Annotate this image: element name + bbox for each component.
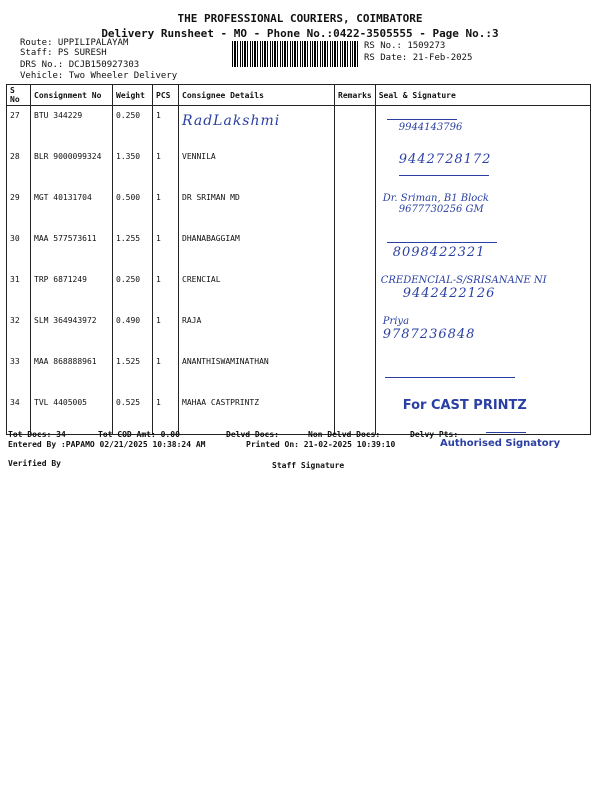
- weight: 1.350: [113, 147, 153, 188]
- runsheet-table: [6, 84, 591, 435]
- table-row: [7, 270, 591, 311]
- col-remarks: Remarks: [335, 85, 376, 106]
- seal-signature: [375, 352, 590, 393]
- tot-cod: Tot COD Amt: 0.00: [98, 430, 180, 439]
- remarks: [335, 188, 376, 229]
- signature-text: Priya: [382, 316, 410, 327]
- remarks: [335, 270, 376, 311]
- vehicle-label: Vehicle: Two Wheeler Delivery: [20, 71, 178, 81]
- seal-signature: [375, 393, 590, 435]
- consignee: ANANTHISWAMINATHAN: [179, 352, 335, 393]
- consignee: CRENCIAL: [179, 270, 335, 311]
- col-pcs: PCS: [153, 85, 179, 106]
- table-row: [7, 147, 591, 188]
- table-row: [7, 106, 591, 148]
- signature-scrawl: [387, 111, 457, 120]
- table-row: [7, 352, 591, 393]
- rs-no: RS No.: 1509273: [364, 41, 446, 51]
- pcs: 1: [153, 229, 179, 270]
- sno: 27: [7, 106, 31, 148]
- weight: 0.500: [113, 188, 153, 229]
- consignee: [179, 106, 335, 148]
- signature-scrawl: [387, 234, 497, 243]
- pcs: 1: [153, 147, 179, 188]
- remarks: [335, 311, 376, 352]
- seal-signature: [375, 188, 590, 229]
- col-consignee: Consignee Details: [179, 85, 335, 106]
- delvd-docs: Delvd Docs:: [226, 430, 279, 439]
- pcs: 1: [153, 106, 179, 148]
- consignment-no: MAA 868888961: [31, 352, 113, 393]
- table-row: [7, 188, 591, 229]
- remarks: [335, 352, 376, 393]
- sno: 29: [7, 188, 31, 229]
- signature-phone: 9677730256 GM: [398, 204, 484, 215]
- seal-signature: [375, 270, 590, 311]
- sno: 32: [7, 311, 31, 352]
- barcode: [232, 41, 358, 67]
- company-title: THE PROFESSIONAL COURIERS, COIMBATORE: [177, 12, 423, 25]
- consignee-handwritten: RadLakshmi: [182, 113, 281, 129]
- sno: 28: [7, 147, 31, 188]
- pcs: 1: [153, 393, 179, 435]
- sno: 31: [7, 270, 31, 311]
- table-row: [7, 311, 591, 352]
- drs-label: DRS No.: DCJB150927303: [20, 60, 140, 70]
- pcs: 1: [153, 311, 179, 352]
- table-header-row: [7, 85, 591, 106]
- weight: 1.525: [113, 352, 153, 393]
- tot-docs: Tot Docs: 34: [8, 430, 66, 439]
- weight: 0.250: [113, 270, 153, 311]
- signature-phone: 9442728172: [398, 152, 492, 167]
- consignment-no: MAA 577573611: [31, 229, 113, 270]
- pcs: 1: [153, 352, 179, 393]
- seal-signature: [375, 106, 590, 148]
- consignee: MAHAA CASTPRINTZ: [179, 393, 335, 435]
- runsheet-subtitle: Delivery Runsheet - MO - Phone No.:0422-3505555 - Page No.:3: [101, 27, 499, 40]
- verified-by: Verified By: [8, 459, 61, 468]
- seal-signature: [375, 229, 590, 270]
- consignment-no: SLM 364943972: [31, 311, 113, 352]
- signature-text: Dr. Sriman, B1 Block: [382, 193, 489, 204]
- pcs: 1: [153, 270, 179, 311]
- signature-phone: 8098422321: [392, 245, 486, 260]
- consignee: RAJA: [179, 311, 335, 352]
- consignment-no: TRP 6871249: [31, 270, 113, 311]
- remarks: [335, 229, 376, 270]
- consignment-no: MGT 40131704: [31, 188, 113, 229]
- seal-signature: [375, 311, 590, 352]
- delvy-pts: Delvy Pts:: [410, 430, 459, 439]
- consignment-no: TVL 4405005: [31, 393, 113, 435]
- company-stamp: For CAST PRINTZ: [402, 398, 527, 413]
- weight: 0.250: [113, 106, 153, 148]
- staff-signature: Staff Signature: [272, 461, 345, 470]
- weight: 1.255: [113, 229, 153, 270]
- consignment-no: BTU 344229: [31, 106, 113, 148]
- signature-phone: 9442422126: [402, 286, 496, 301]
- remarks: [335, 393, 376, 435]
- remarks: [335, 106, 376, 148]
- entered-by: Entered By :PAPAMO 02/21/2025 10:38:24 AM: [8, 440, 206, 449]
- consignee: DHANABAGGIAM: [179, 229, 335, 270]
- signature-phone: 9787236848: [382, 327, 476, 342]
- non-delvd-docs: Non Delvd Docs:: [308, 430, 381, 439]
- col-sno: S No: [7, 85, 31, 106]
- weight: 0.490: [113, 311, 153, 352]
- route-label: Route: UPPILIPALAYAM: [20, 38, 129, 48]
- col-seal-signature: Seal & Signature: [375, 85, 590, 106]
- rs-date: RS Date: 21-Feb-2025: [364, 53, 473, 63]
- table-row: [7, 229, 591, 270]
- consignment-no: BLR 9000099324: [31, 147, 113, 188]
- signature-text: CREDENCIAL-S/SRISANANE NI: [380, 275, 547, 286]
- col-consignment: Consignment No: [31, 85, 113, 106]
- col-weight: Weight: [113, 85, 153, 106]
- signature-scrawl: [385, 369, 515, 378]
- pcs: 1: [153, 188, 179, 229]
- seal-signature: [375, 147, 590, 188]
- consignee: DR SRIMAN MD: [179, 188, 335, 229]
- authorised-signature-scrawl: [486, 426, 526, 433]
- staff-label: Staff: PS SURESH: [20, 48, 107, 58]
- consignee: VENNILA: [179, 147, 335, 188]
- signature-phone: 9944143796: [398, 122, 463, 133]
- weight: 0.525: [113, 393, 153, 435]
- sno: 34: [7, 393, 31, 435]
- sno: 30: [7, 229, 31, 270]
- remarks: [335, 147, 376, 188]
- sno: 33: [7, 352, 31, 393]
- signature-scrawl: [399, 167, 489, 176]
- authorised-signatory: Authorised Signatory: [440, 438, 561, 449]
- printed-on: Printed On: 21-02-2025 10:39:10: [246, 440, 396, 449]
